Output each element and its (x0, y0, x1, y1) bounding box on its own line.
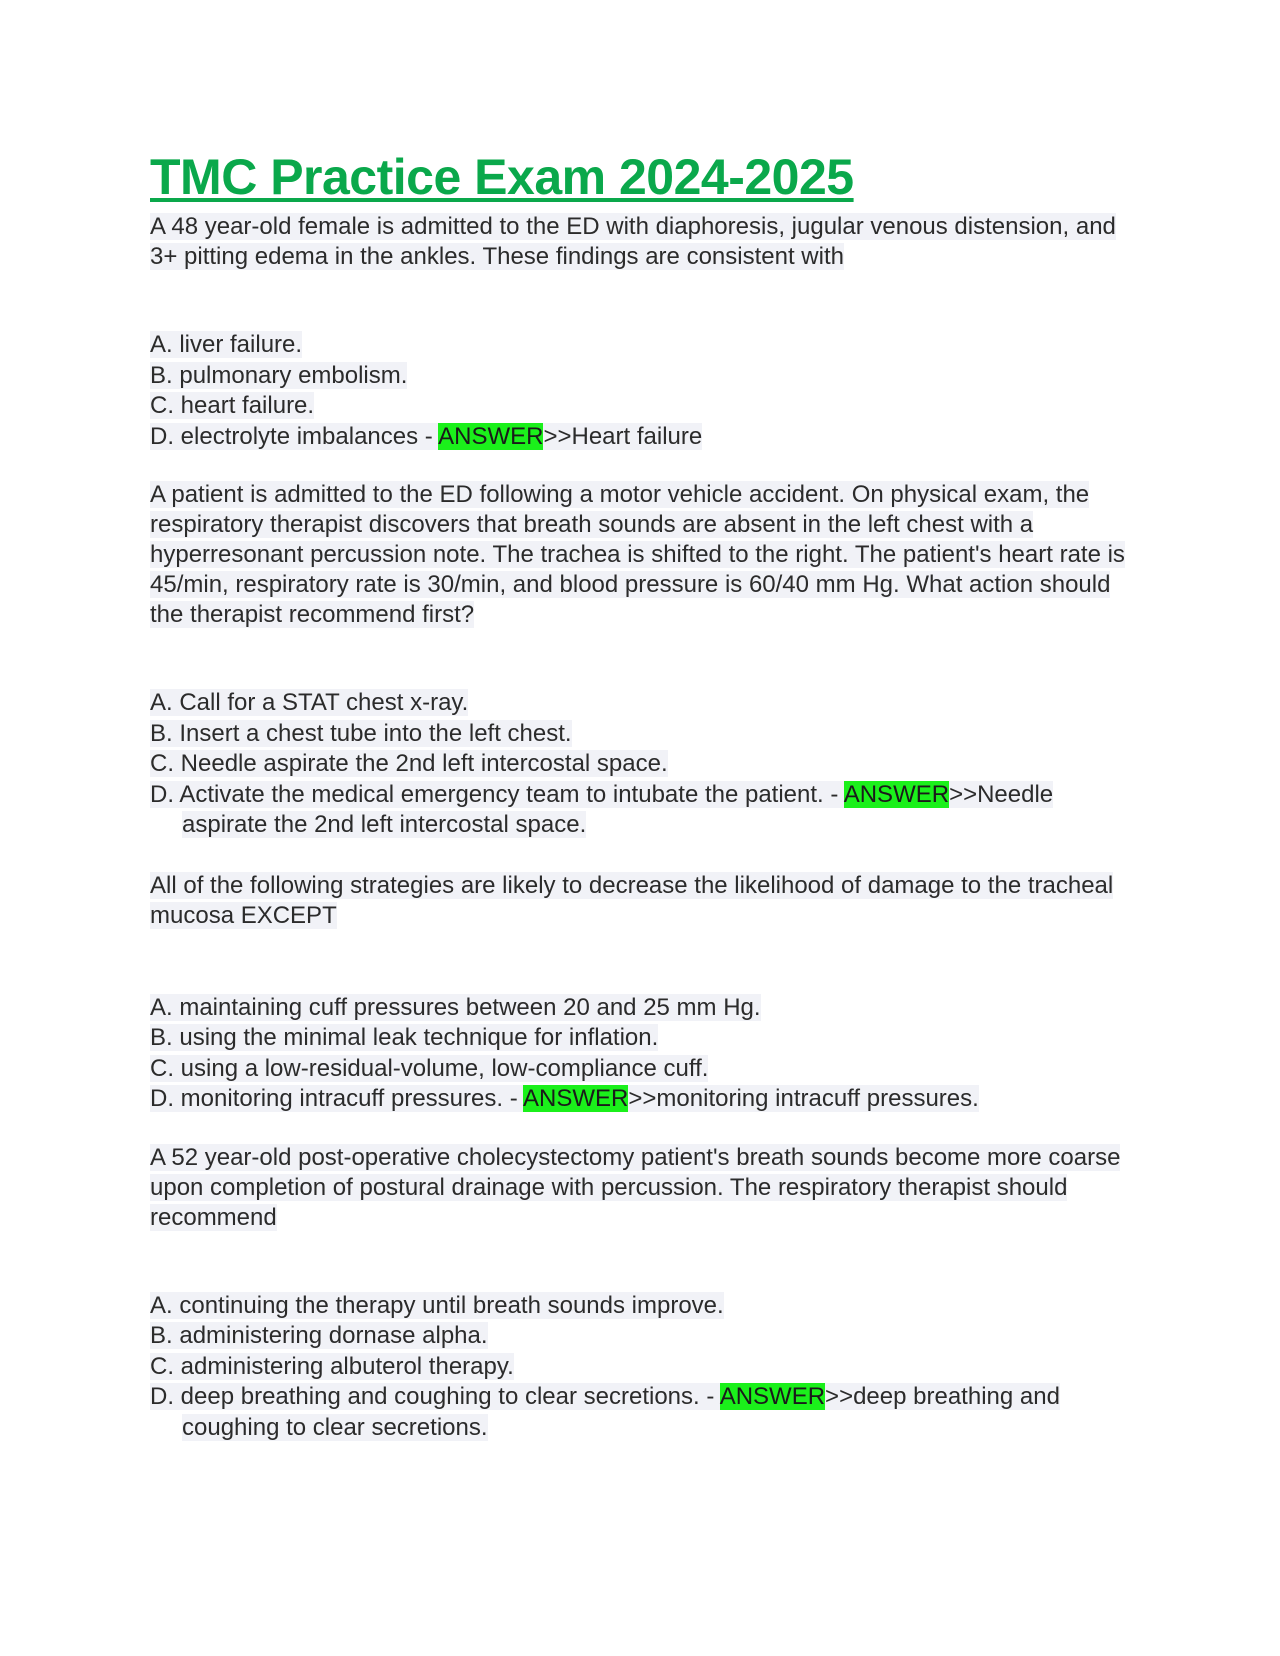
question-block-1 (150, 212, 1130, 452)
question-stem: A patient is admitted to the ED following a motor vehicle accident. On physical exam, the respiratory therapist discovers that breath sounds are absent in the left chest with a hyperresonant percussion note. The trachea is shifted to the right. The patient's heart rate is 45/min, respiratory rate is 30/min, and blood pressure is 60/40 mm Hg. What action should the therapist recommend first? (150, 481, 1125, 628)
option-b: B. Insert a chest tube into the left chest. (150, 719, 572, 747)
option-d: D. electrolyte imbalances - ANSWER>>Heart failure (150, 422, 703, 450)
option-d: D. deep breathing and coughing to clear secretions. - ANSWER>>deep breathing and coughing to clear secretions. (150, 1383, 1060, 1441)
option-c: C. heart failure. (150, 392, 315, 419)
question-stem: All of the following strategies are likely to decrease the likelihood of damage to the tracheal mucosa EXCEPT (150, 871, 1114, 929)
answer-text: >>Needle aspirate the 2nd left intercostal space. (182, 780, 1054, 838)
option-b: B. using the minimal leak technique for inflation. (150, 1024, 659, 1051)
answer-options (150, 993, 1130, 1115)
option-b: B. pulmonary embolism. (150, 361, 408, 389)
question-stem: A 48 year-old female is admitted to the ED with diaphoresis, jugular venous distension, and 3+ pitting edema in the ankles. These findings are consistent with (150, 213, 1116, 270)
option-a: A. maintaining cuff pressures between 20 and 25 mm Hg. (150, 993, 761, 1021)
option-c: C. administering albuterol therapy. (150, 1352, 514, 1380)
option-a: A. Call for a STAT chest x-ray. (150, 689, 469, 716)
page-title: TMC Practice Exam 2024-2025 (150, 149, 854, 205)
answer-tag: ANSWER (843, 780, 950, 808)
option-c: C. using a low-residual-volume, low-compliance cuff. (150, 1054, 709, 1082)
answer-tag: ANSWER (719, 1383, 826, 1410)
question-stem: A 52 year-old post-operative cholecystectomy patient's breath sounds become more coarse upon completion of postural drainage with percussion. The respiratory therapist should recommend (150, 1143, 1121, 1231)
answer-tag: ANSWER (438, 422, 544, 450)
answer-text: >>deep breathing and coughing to clear secretions. (182, 1383, 1060, 1441)
option-a: A. liver failure. (150, 331, 303, 358)
answer-text: >>Heart failure (543, 422, 703, 450)
question-block-4 (150, 1143, 1130, 1444)
option-d: D. monitoring intracuff pressures. - ANSWER>>monitoring intracuff pressures. (150, 1085, 979, 1112)
option-c: C. Needle aspirate the 2nd left intercostal space. (150, 750, 668, 777)
answer-options (150, 1291, 1130, 1444)
document-page (150, 148, 1130, 1443)
answer-options (150, 330, 1130, 452)
answer-text: >>monitoring intracuff pressures. (628, 1085, 979, 1112)
answer-tag: ANSWER (523, 1085, 629, 1112)
question-block-2 (150, 480, 1130, 841)
option-b: B. administering dornase alpha. (150, 1322, 488, 1349)
answer-options (150, 688, 1130, 841)
question-block-3 (150, 871, 1130, 1115)
option-d: D. Activate the medical emergency team to intubate the patient. - ANSWER>>Needle aspirate the 2nd left intercostal space. (150, 780, 1054, 838)
option-a: A. continuing the therapy until breath sounds improve. (150, 1291, 724, 1319)
